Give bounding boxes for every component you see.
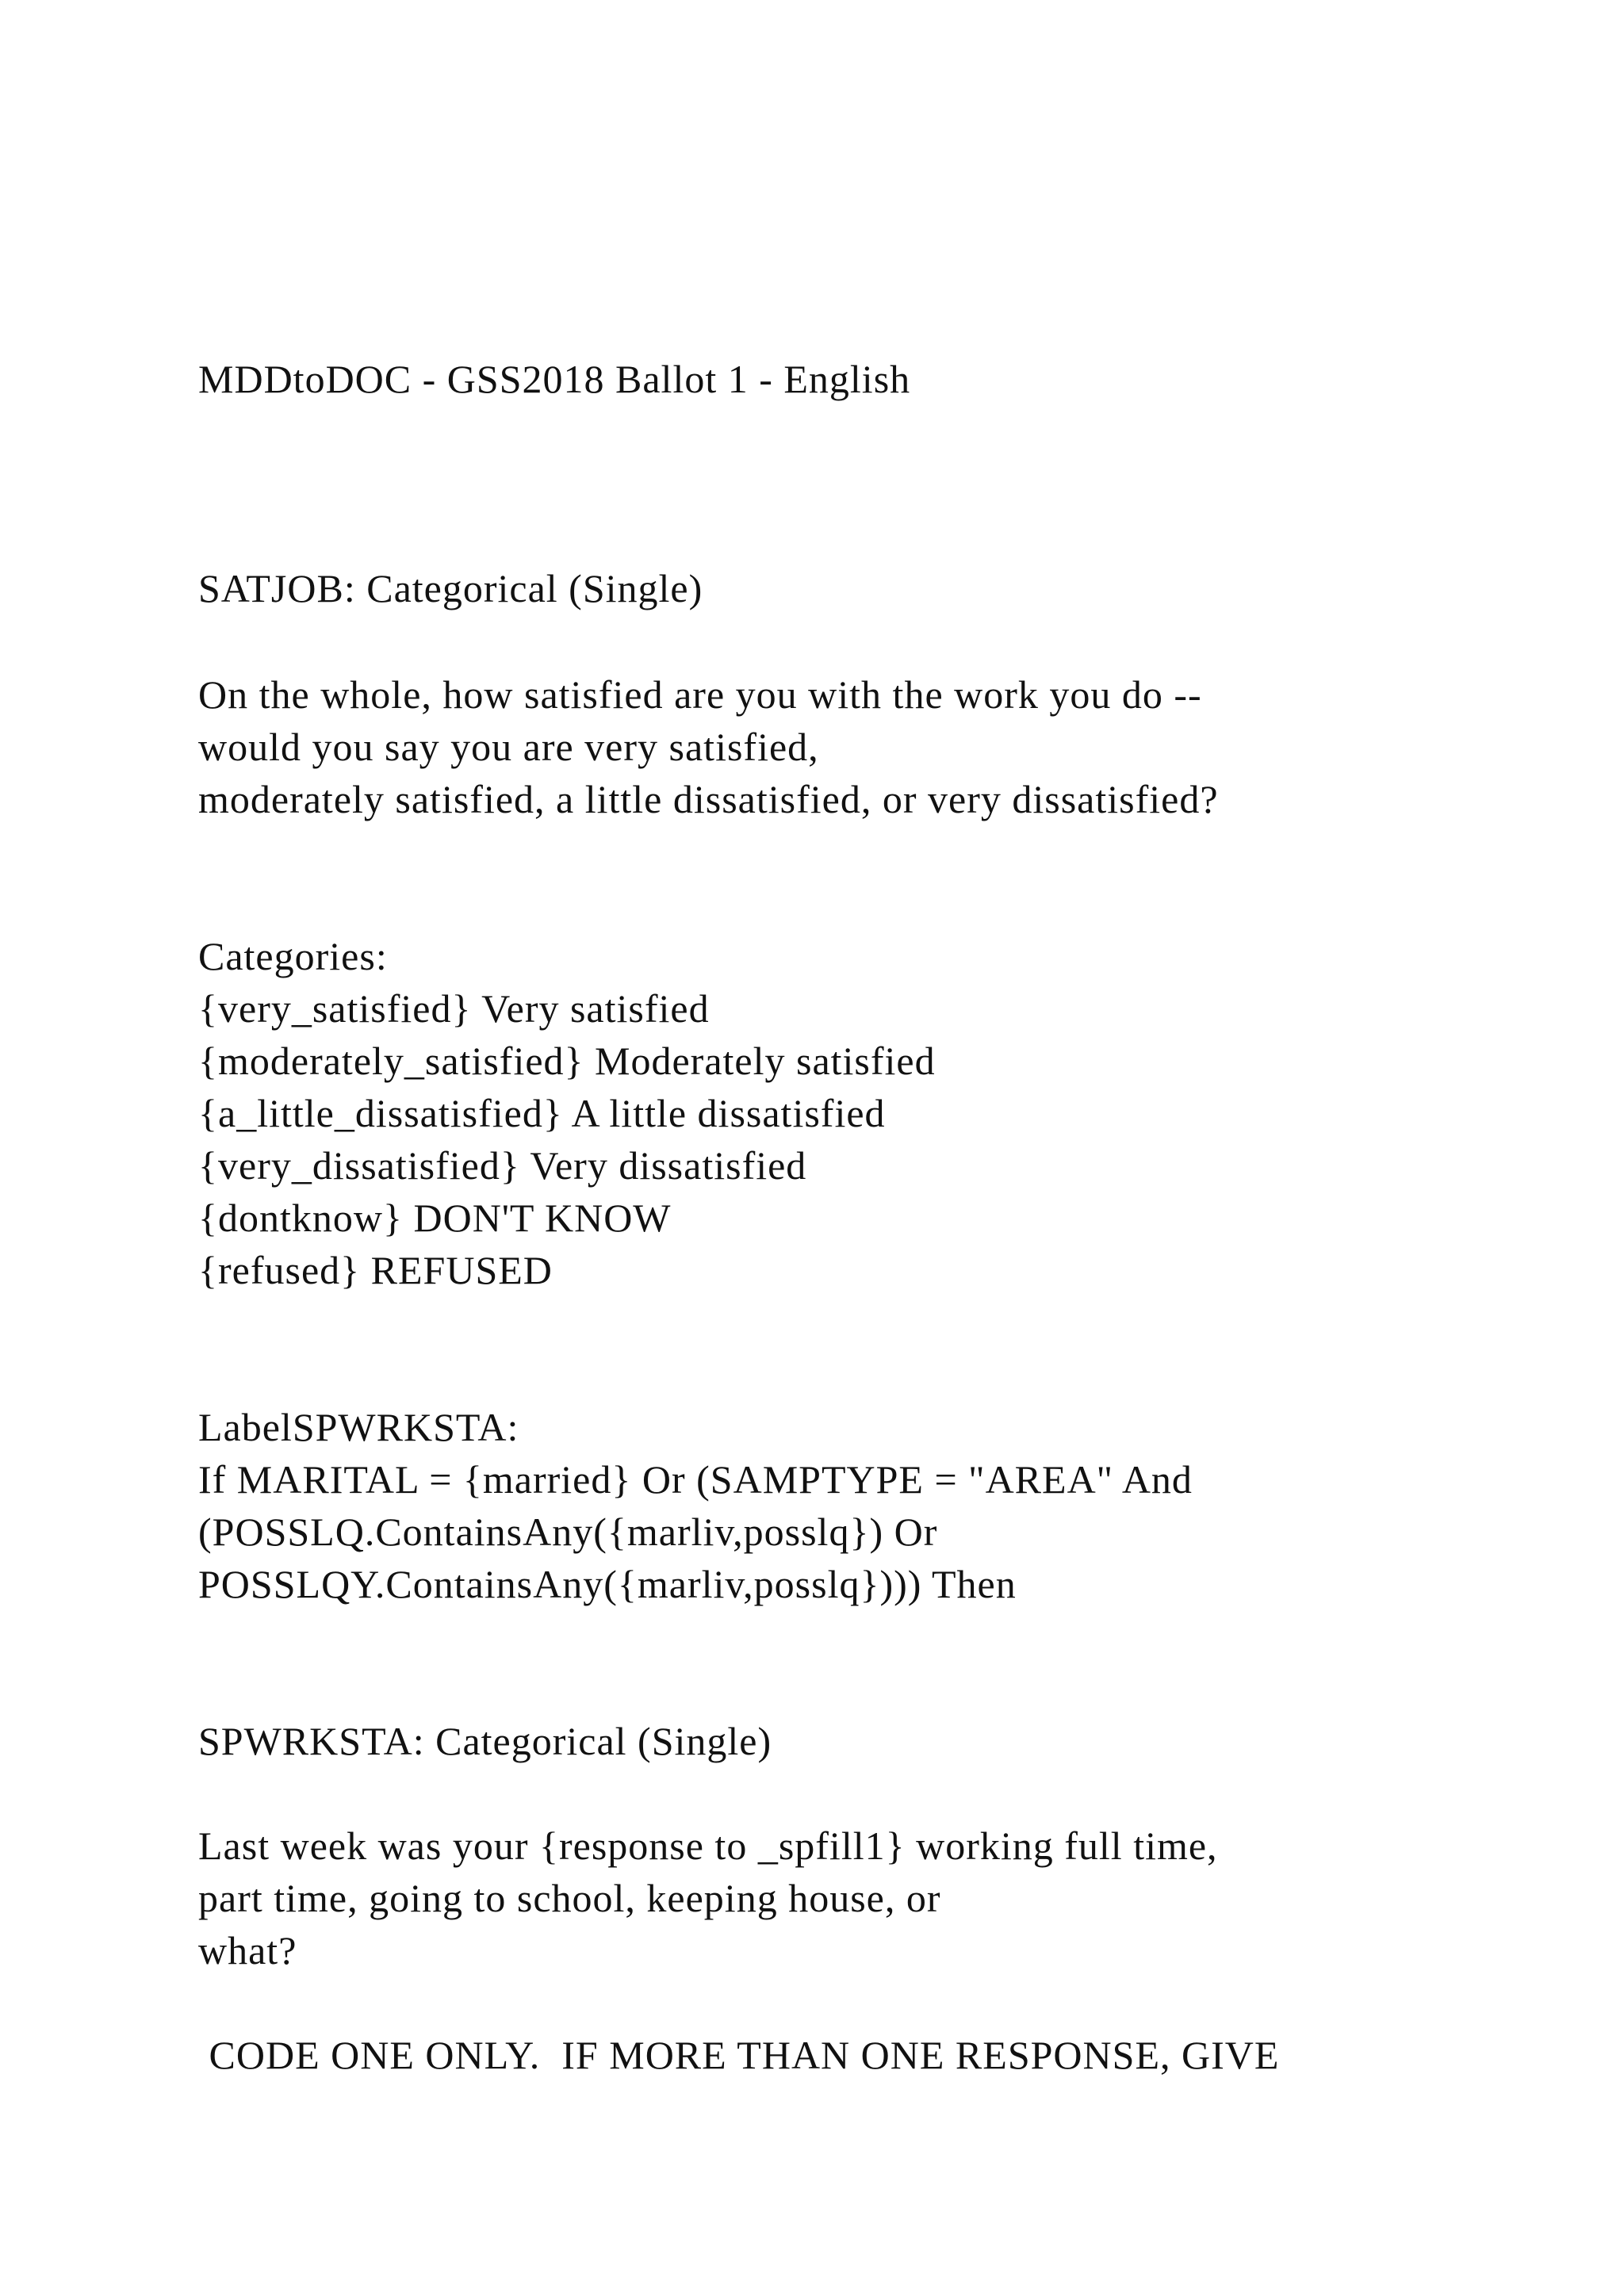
categories-label: Categories: — [198, 934, 388, 978]
satjob-heading: SATJOB: Categorical (Single) — [198, 566, 703, 610]
category-item: {moderately_satisfied} Moderately satisfied — [198, 1039, 936, 1083]
category-item: {very_dissatisfied} Very dissatisfied — [198, 1143, 807, 1188]
spwrksta-question-line: what? — [198, 1928, 297, 1973]
label-spwrksta-heading: LabelSPWRKSTA: — [198, 1405, 519, 1449]
document-header: MDDtoDOC - GSS2018 Ballot 1 - English — [198, 357, 911, 401]
label-spwrksta-condition-line: (POSSLQ.ContainsAny({marliv,posslq}) Or — [198, 1510, 938, 1554]
label-spwrksta-condition-line: POSSLQY.ContainsAny({marliv,posslq}))) Then — [198, 1562, 1017, 1606]
label-spwrksta-condition-line: If MARITAL = {married} Or (SAMPTYPE = "AREA" And — [198, 1457, 1193, 1502]
category-item: {refused} REFUSED — [198, 1248, 553, 1292]
satjob-question-line: moderately satisfied, a little dissatisfied, or very dissatisfied? — [198, 777, 1219, 821]
category-item: {very_satisfied} Very satisfied — [198, 986, 710, 1031]
category-item: {dontknow} DON'T KNOW — [198, 1196, 672, 1240]
spwrksta-instruction: CODE ONE ONLY. IF MORE THAN ONE RESPONSE, GIVE — [198, 2033, 1280, 2077]
satjob-question-line: would you say you are very satisfied, — [198, 725, 819, 769]
satjob-question-line: On the whole, how satisfied are you with the work you do -- — [198, 672, 1202, 717]
spwrksta-question-line: part time, going to school, keeping house, or — [198, 1876, 941, 1920]
spwrksta-question-line: Last week was your {response to _spfill1} working full time, — [198, 1823, 1218, 1868]
spwrksta-heading: SPWRKSTA: Categorical (Single) — [198, 1719, 772, 1763]
category-item: {a_little_dissatisfied} A little dissatisfied — [198, 1091, 886, 1135]
